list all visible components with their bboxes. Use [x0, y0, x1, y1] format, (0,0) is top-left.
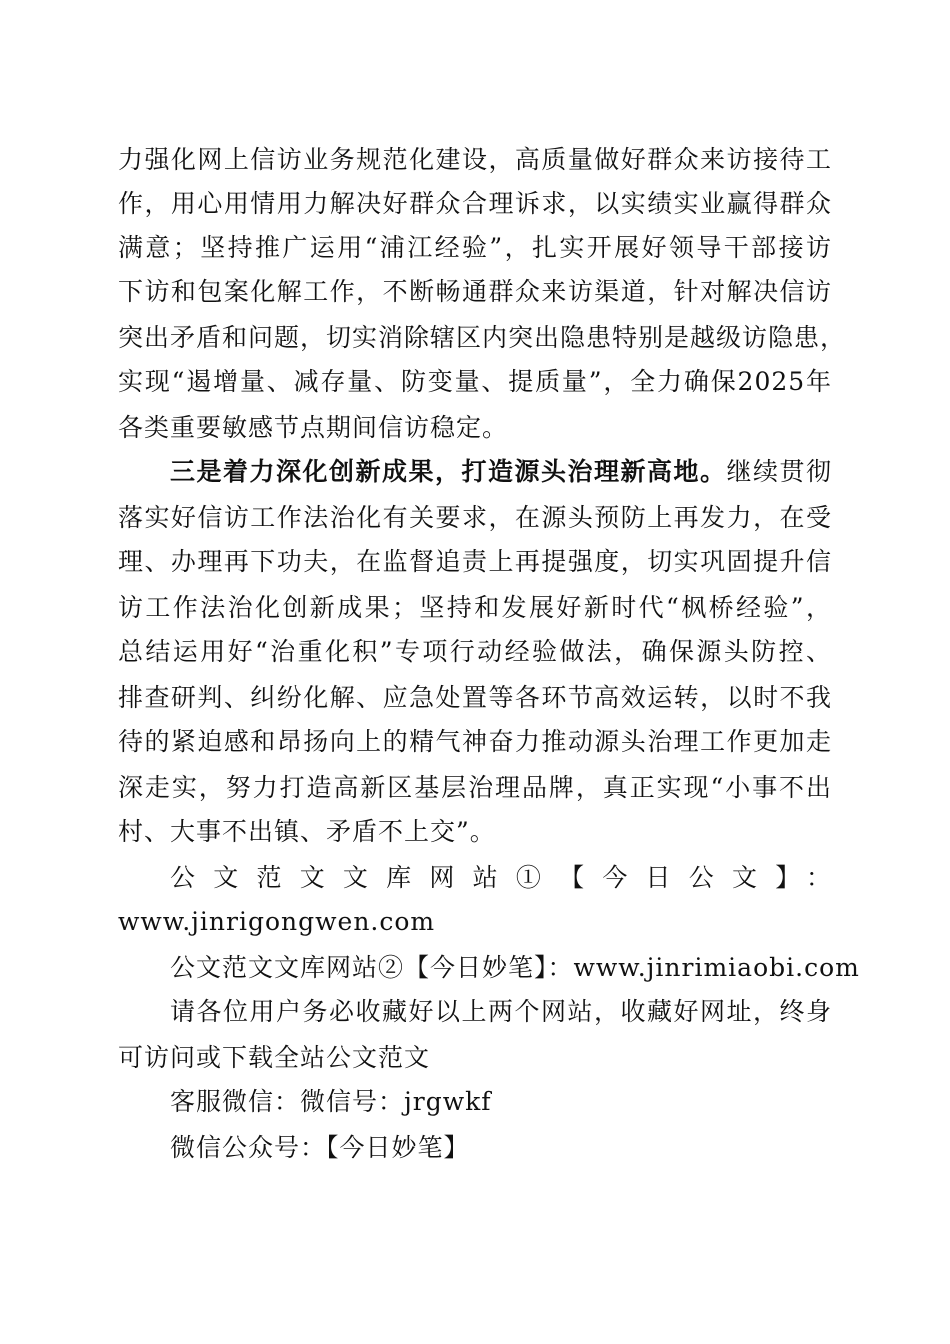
paragraph-1-line-3: 满意；坚持推广运用“浦江经验”，扎实开展好领导干部接访 — [118, 233, 832, 262]
paragraph-2-line-9: 村、大事不出镇、矛盾不上交”。 — [118, 817, 496, 846]
paragraph-1-line-1: 力强化网上信访业务规范化建设，高质量做好群众来访接待工 — [118, 145, 832, 174]
paragraph-2-line-6: 排查研判、纠纷化解、应急处置等各环节高效运转，以时不我 — [118, 683, 832, 712]
paragraph-1-line-6: 实现“遏增量、减存量、防变量、提质量”，全力确保2025年 — [118, 367, 832, 396]
paragraph-1-line-2: 作，用心用情用力解决好群众合理诉求，以实绩实业赢得群众 — [118, 189, 832, 218]
paragraph-2-line-8: 深走实，努力打造高新区基层治理品牌，真正实现“小事不出 — [118, 773, 832, 802]
wechat-account: 微信公众号：【今日妙笔】 — [170, 1133, 470, 1162]
site-1-url: www.jinrigongwen.com — [118, 907, 436, 936]
site-2-line: 公文范文文库网站②【今日妙笔】：www.jinrimiaobi.com — [170, 953, 860, 982]
notice-line-2: 可访问或下载全站公文范文 — [118, 1043, 431, 1072]
paragraph-1-line-7: 各类重要敏感节点期间信访稳定。 — [118, 413, 509, 442]
notice-line-1: 请各位用户务必收藏好以上两个网站，收藏好网址，终身 — [170, 997, 832, 1026]
wechat-service: 客服微信：微信号：jrgwkf — [170, 1087, 492, 1116]
paragraph-2-line-2: 落实好信访工作法治化有关要求，在源头预防上再发力，在受 — [118, 503, 832, 532]
paragraph-2-line-5: 总结运用好“治重化积”专项行动经验做法，确保源头防控、 — [118, 637, 832, 666]
paragraph-2-line-1 — [170, 452, 832, 492]
paragraph-2-line-7: 待的紧迫感和昂扬向上的精气神奋力推动源头治理工作更加走 — [118, 727, 832, 756]
paragraph-2-line-4: 访工作法治化创新成果；坚持和发展好新时代“枫桥经验”， — [118, 593, 832, 622]
paragraph-1-line-5: 突出矛盾和问题，切实消除辖区内突出隐患特别是越级访隐患， — [118, 323, 847, 352]
paragraph-2-first-line-rest: 继续贯彻 — [726, 457, 832, 486]
paragraph-1-line-4: 下访和包案化解工作，不断畅通群众来访渠道，针对解决信访 — [118, 277, 832, 306]
paragraph-2-lead: 三是着力深化创新成果，打造源头治理新高地。 — [170, 457, 727, 486]
site-1-label: 公文范文文库网站①【今日公文】： — [170, 863, 832, 892]
paragraph-2-line-3: 理、办理再下功夫，在监督追责上再提强度，切实巩固提升信 — [118, 547, 832, 576]
